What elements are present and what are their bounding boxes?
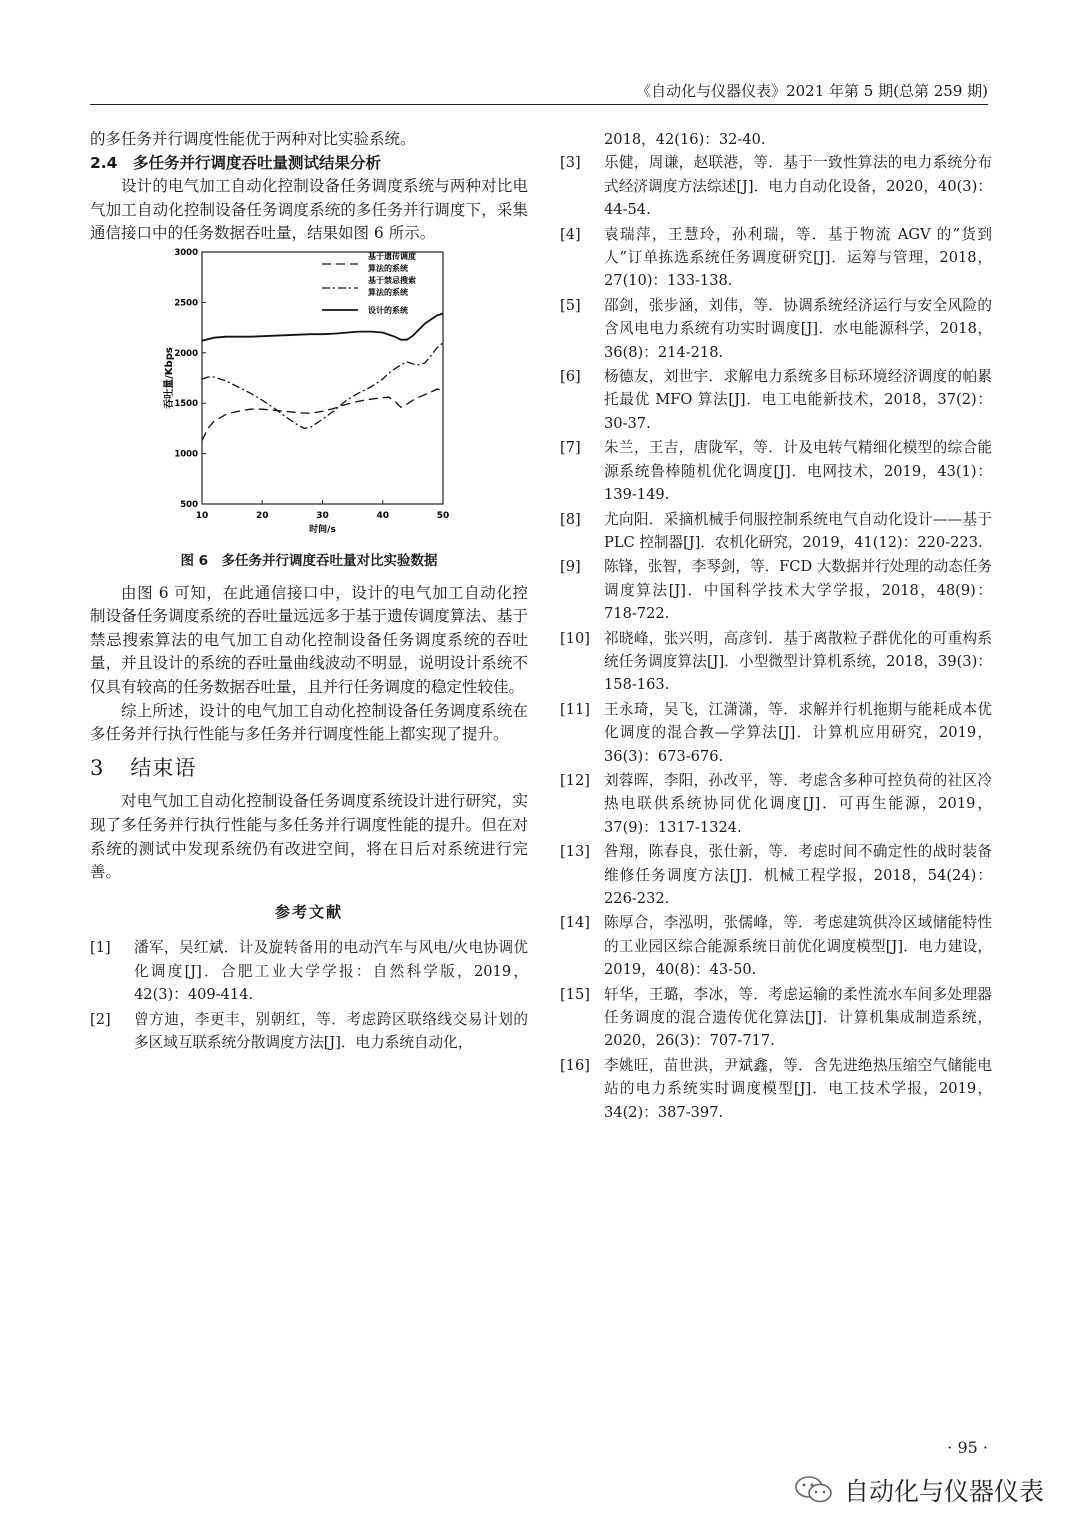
- y-tick-label: 2000: [174, 348, 198, 359]
- reference-number: [2]: [90, 1010, 111, 1028]
- brand-name: 自动化与仪器仪表: [843, 1477, 1044, 1506]
- reference-item: [560, 840, 992, 910]
- reference-text: 昝翔，陈春良，张仕新，等．考虑时间不确定性的战时装备维修任务调度方法[J]．机械工程学报，2018，54(24)：226-232.: [604, 843, 992, 907]
- y-tick-label: 1500: [174, 399, 198, 410]
- paragraph: 设计的电气加工自动化控制设备任务调度系统与两种对比电气加工自动化控制设备任务调度系统的多任务并行调度下，采集通信接口中的任务数据吞吐量，结果如图 6 所示。: [90, 177, 528, 243]
- references-heading: 参考文献: [274, 902, 343, 921]
- reference-continued: 2018，42(16)：32-40.: [604, 131, 766, 148]
- legend-label: 设计的系统: [368, 305, 408, 315]
- reference-number: [4]: [560, 225, 581, 243]
- y-tick-label: 1000: [174, 449, 198, 460]
- paragraph: 由图 6 可知，在此通信接口中，设计的电气加工自动化控制设备任务调度系统的吞吐量远远多于基于遗传调度算法、基于禁忌搜索算法的电气加工自动化控制设备任务调度系统的吞吐量，并且设计的系统的吞吐量曲线波动不明显，说明设计系统不仅具有较高的任务数据吞吐量，且并行任务调度的稳定性较佳。: [90, 583, 528, 696]
- y-tick-label: 500: [180, 499, 198, 510]
- reference-item: [560, 1054, 992, 1124]
- reference-text: 潘军，吴红斌．计及旋转备用的电动汽车与风电/火电协调优化调度[J]．合肥工业大学学报：自然科学版，2019，42(3)：409-414.: [134, 939, 528, 1004]
- legend-label: 基于禁忌搜索算法的系统: [368, 275, 416, 297]
- section-number: 3: [90, 755, 105, 780]
- section-title: 结束语: [130, 755, 197, 780]
- reference-item: [560, 223, 992, 293]
- figure-6: [90, 246, 528, 546]
- x-tick-label: 50: [436, 510, 450, 521]
- reference-text: 轩华，王璐，李冰，等．考虑运输的柔性流水车间多处理器任务调度的混合遗传优化算法[J]．计算机集成制造系统，2020，26(3)：707-717.: [604, 985, 992, 1050]
- reference-number: [3]: [560, 154, 581, 172]
- legend-label: 基于遗传调度算法的系统: [368, 251, 416, 273]
- running-header: [90, 72, 988, 105]
- x-tick-label: 40: [376, 510, 390, 521]
- reference-number: [16]: [560, 1056, 590, 1074]
- reference-item: [560, 627, 992, 697]
- reference-text: 袁瑞萍，王慧玲，孙利瑞，等．基于物流 AGV 的”货到人”订单拣选系统任务调度研究[J]．运筹与管理，2018，27(10)：133-138.: [604, 225, 992, 290]
- x-tick-label: 20: [255, 510, 269, 521]
- reference-number: [10]: [560, 629, 590, 647]
- reference-number: [9]: [560, 558, 581, 576]
- reference-text: 刘蓉晖，李阳，孙改平，等．考虑含多种可控负荷的社区冷热电联供系统协同优化调度[J]．可再生能源，2019，37(9)：1317-1324.: [604, 771, 992, 836]
- throughput-chart: [90, 246, 528, 546]
- reference-text: 陈厚合，李泓明，张儒峰，等．考虑建筑供冷区域储能特性的工业园区综合能源系统日前优化调度模型[J]．电力建设，2019，40(8)：43-50.: [604, 914, 992, 979]
- reference-text: 朱兰，王吉，唐陇军，等．计及电转气精细化模型的综合能源系统鲁棒随机优化调度[J]．电网技术，2019，43(1)：139-149.: [604, 439, 992, 504]
- x-tick-label: 10: [195, 510, 209, 521]
- reference-text: 曾方迪，李更丰，别朝红，等．考虑跨区联络线交易计划的多区域互联系统分散调度方法[J]．电力系统自动化，: [134, 1010, 528, 1051]
- series-line-3: [202, 313, 443, 340]
- series-line-1: [202, 389, 443, 440]
- reference-item: [560, 151, 992, 221]
- reference-item: [560, 436, 992, 506]
- reference-item: [560, 555, 992, 625]
- reference-number: [12]: [560, 771, 590, 789]
- y-tick-label: 3000: [174, 247, 198, 258]
- reference-number: [5]: [560, 296, 581, 314]
- reference-text: 尤向阳．采摘机械手伺服控制系统电气自动化设计——基于 PLC 控制器[J]．农机化研究，2019，41(12)：220-223.: [604, 510, 992, 551]
- section-heading: [90, 757, 528, 781]
- reference-number: [8]: [560, 510, 581, 528]
- reference-text: 乐健，周谦，赵联港，等．基于一致性算法的电力系统分布式经济调度方法综述[J]．电力自动化设备，2020，40(3)：44-54.: [604, 154, 992, 219]
- page-number: · 95 ·: [947, 1438, 988, 1457]
- reference-item: [560, 508, 992, 555]
- series-line-2: [202, 343, 443, 429]
- figure-caption: 图 6 多任务并行调度吞吐量对比实验数据: [180, 552, 438, 569]
- reference-text: 李姚旺，苗世洪，尹斌鑫，等．含先进绝热压缩空气储能电站的电力系统实时调度模型[J]．电工技术学报，2019，34(2)：387-397.: [604, 1056, 992, 1121]
- reference-number: [15]: [560, 985, 590, 1003]
- reference-text: 邵剑，张步涵，刘伟，等．协调系统经济运行与安全风险的含风电电力系统有功实时调度[J]．水电能源科学，2018，36(8)：214-218.: [604, 296, 992, 361]
- wechat-icon: [794, 1475, 834, 1505]
- reference-text: 王永琦，吴飞，江潇潇，等．求解并行机拖期与能耗成本优化调度的混合教—学算法[J]．计算机应用研究，2019，36(3)：673-676.: [604, 700, 992, 765]
- reference-number: [1]: [90, 939, 111, 957]
- reference-text: 祁晓峰，张兴明，高彦钊．基于离散粒子群优化的可重构系统任务调度算法[J]．小型微型计算机系统，2018，39(3)：158-163.: [604, 629, 992, 694]
- subsection-heading: 2.4 多任务并行调度吞吐量测试结果分析: [90, 153, 381, 172]
- x-axis-label: 时间/s: [309, 524, 336, 535]
- left-column: [90, 128, 528, 1055]
- y-axis-label: 吞吐量/Kbps: [164, 347, 175, 409]
- y-tick-label: 2500: [174, 298, 198, 309]
- paragraph: 对电气加工自动化控制设备任务调度系统设计进行研究，实现了多任务并行执行性能与多任务并行调度性能的提升。但在对系统的测试中发现系统仍有改进空间，将在日后对系统进行完善。: [90, 792, 528, 882]
- reference-item: [560, 365, 992, 435]
- reference-item: [560, 698, 992, 768]
- paragraph: 综上所述，设计的电气加工自动化控制设备任务调度系统在多任务并行执行性能与多任务并行调度性能上都实现了提升。: [90, 701, 528, 744]
- reference-number: [6]: [560, 368, 581, 386]
- paragraph-continued: 的多任务并行调度性能优于两种对比实验系统。: [90, 130, 416, 148]
- reference-item: [560, 983, 992, 1053]
- reference-text: 陈锋，张智，李琴剑，等．FCD 大数据并行处理的动态任务调度算法[J]．中国科学技术大学学报，2018，48(9)：718-722.: [604, 558, 992, 623]
- reference-number: [13]: [560, 843, 590, 861]
- journal-issue: 《自动化与仪器仪表》2021 年第 5 期(总第 259 期): [636, 82, 988, 100]
- wechat-brand: [794, 1472, 1044, 1508]
- reference-item: [90, 1008, 528, 1055]
- reference-item: [560, 294, 992, 364]
- reference-item: [560, 769, 992, 839]
- reference-item: [560, 911, 992, 981]
- right-column: [560, 128, 992, 1125]
- reference-number: [11]: [560, 700, 590, 718]
- reference-item: [90, 936, 528, 1006]
- reference-number: [7]: [560, 439, 581, 457]
- reference-number: [14]: [560, 914, 590, 932]
- reference-text: 杨德友，刘世宇．求解电力系统多目标环境经济调度的帕累托最优 MFO 算法[J]．电工电能新技术，2018，37(2)：30-37.: [604, 368, 992, 432]
- x-tick-label: 30: [316, 510, 329, 521]
